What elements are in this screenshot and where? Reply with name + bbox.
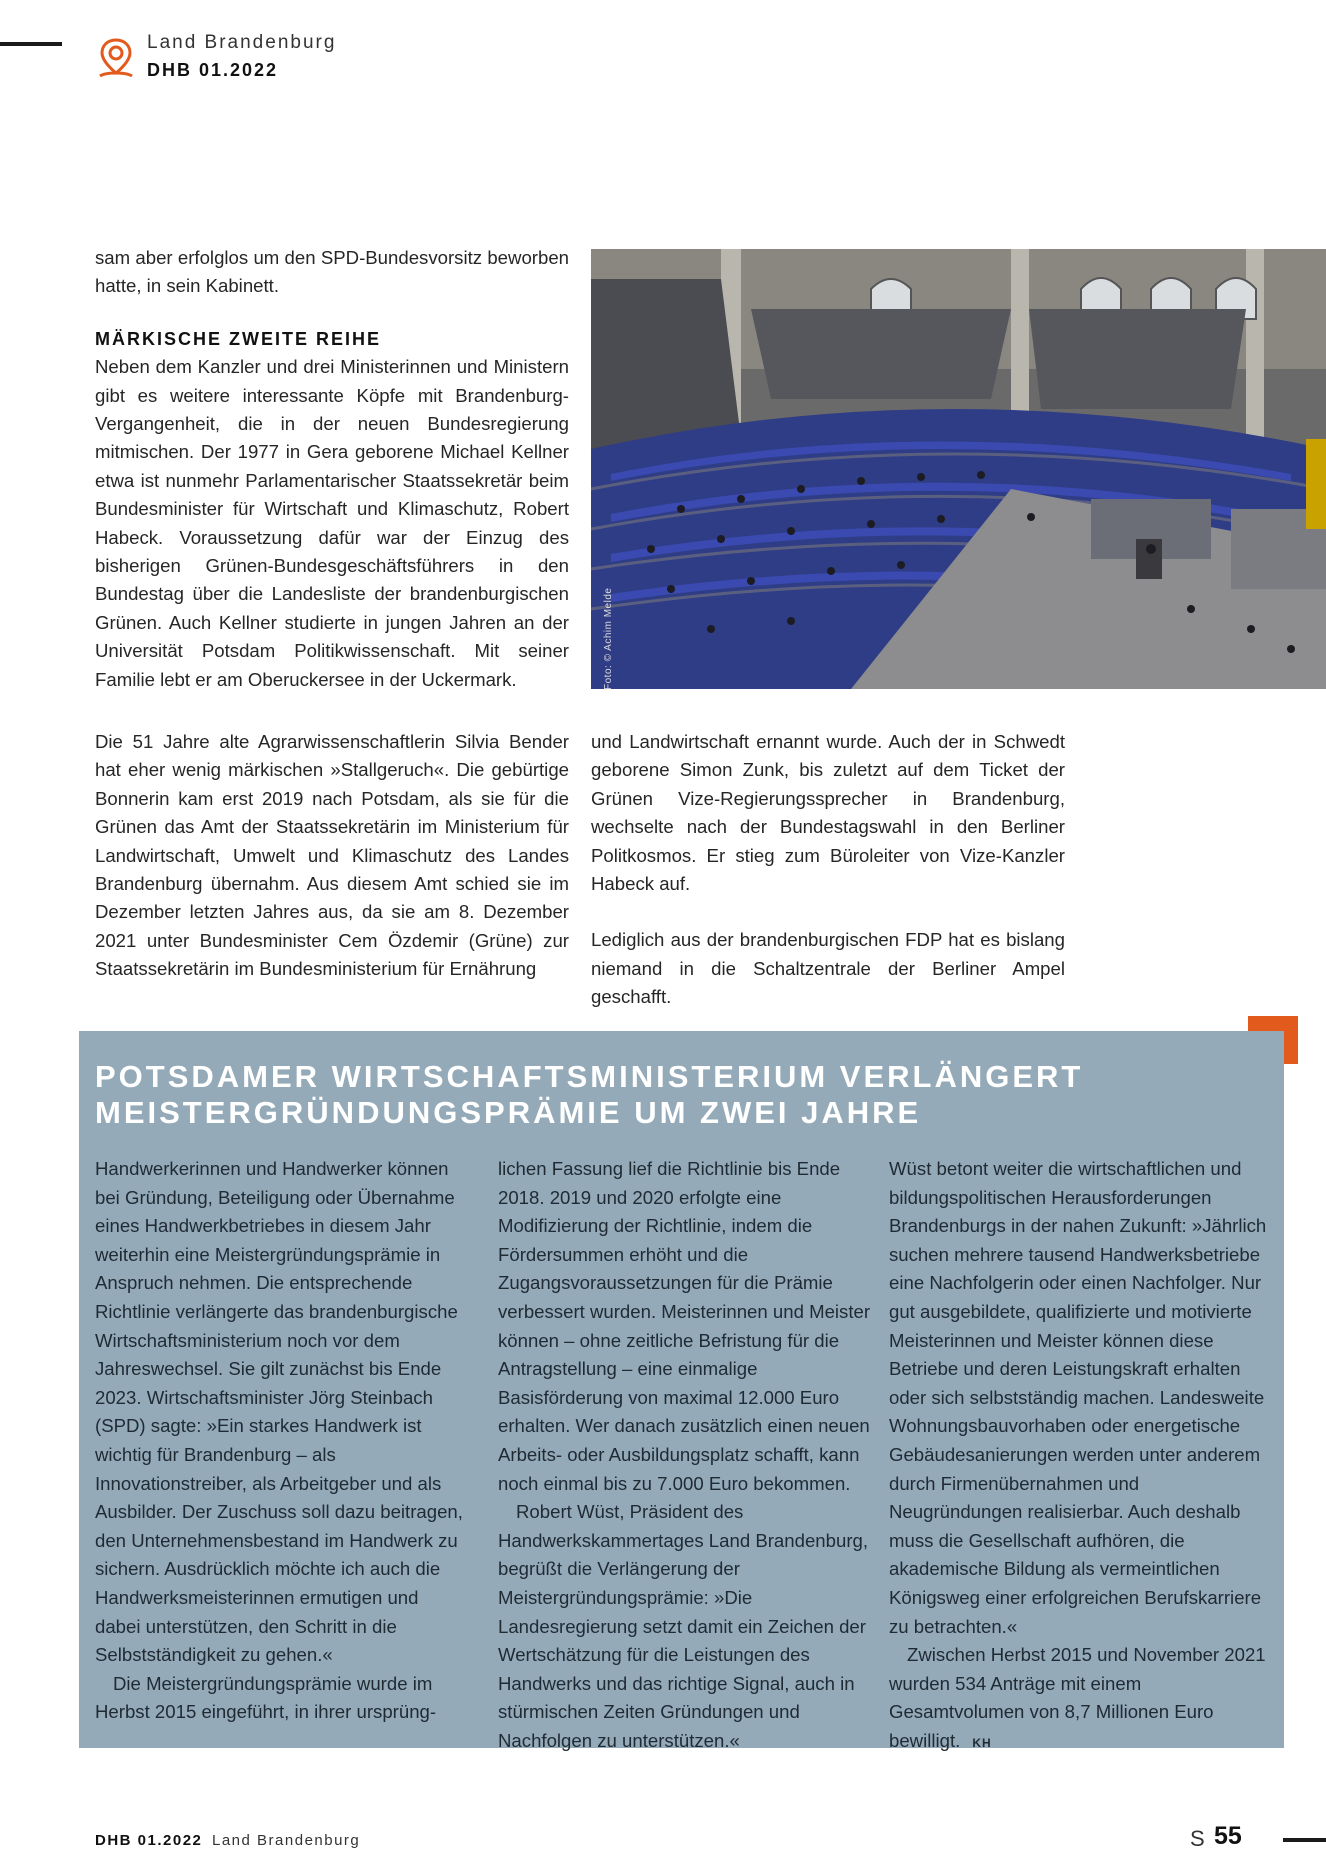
- article-paragraph: Lediglich aus der brandenburgischen FDP hat es bislang niemand in die Schaltzentrale der Berliner Ampel geschafft.: [591, 929, 1065, 1008]
- header-issue: DHB 01.2022: [147, 60, 279, 80]
- info-box-title: [95, 1059, 1245, 1131]
- info-box-column-3: [889, 1155, 1269, 1757]
- article-subheading: MÄRKISCHE ZWEITE REIHE: [95, 328, 382, 349]
- info-box-paragraph: Robert Wüst, Präsident des Handwerkskammertages Land Brandenburg, begrüßt die Verlängerung der Meistergründungsprämie: »Die Landesregierung setzt damit ein Zeichen der Wertschätzung für die Leistungen des Handwerks und das richtige Signal, auch in stürmischen Zeiten Gründungen und Nachfolgen zu unterstützen.«: [498, 1501, 869, 1751]
- info-box-title-line: POTSDAMER WIRTSCHAFTSMINISTERIUM VERLÄNGERT: [95, 1059, 1084, 1094]
- info-box-closing-text: Zwischen Herbst 2015 und November 2021 wurden 534 Anträge mit einem Gesamtvolumen von 8,7 Millionen Euro bewilligt.: [889, 1644, 1266, 1751]
- article-column-left-lower: [95, 728, 569, 984]
- article-paragraph: und Landwirtschaft ernannt wurde. Auch der in Schwedt geborene Simon Zunk, bis zuletzt auf dem Ticket der Grünen Vize-Regierungssprecher in Brandenburg, wechselte nach der Bundestagswahl in den Berliner Politkosmos. Er stieg zum Büroleiter von Vize-Kanzler Habeck auf.: [591, 731, 1065, 895]
- info-box-paragraph: lichen Fassung lief die Richtlinie bis Ende 2018. 2019 und 2020 erfolgte eine Modifizierung der Richtlinie, indem die Fördersummen erhöht und die Zugangsvoraussetzungen für die Prämie verbessert wurden. Meisterinnen und Meister können – ohne zeitliche Befristung für die Antragstellung – eine einmalige Basisförderung von maximal 12.000 Euro erhalten. Wer danach zusätzlich einen neuen Arbeits- oder Ausbildungsplatz schafft, kann noch einmal bis zu 7.000 Euro bekommen.: [498, 1158, 871, 1494]
- info-box-paragraph: [889, 1641, 1269, 1757]
- page-prefix: S: [1190, 1826, 1205, 1851]
- article-paragraph: Neben dem Kanzler und drei Ministerinnen und Ministern gibt es weitere interessante Köpfe mit Brandenburg-Vergangenheit, die in der neuen Bundesregierung mitmischen. Der 1977 in Gera geborene Michael Kellner etwa ist nunmehr Parlamentarischer Staatssekretär beim Bundesminister für Wirtschaft und Klimaschutz, Robert Habeck. Voraussetzung dafür war der Einzug des bisherigen Grünen-Bundesgeschäftsführers in den Bundestag über die Landesliste der brandenburgischen Grünen. Auch Kellner studierte in jungen Jahren an der Universität Potsdam Politikwissenschaft. Mit seiner Familie lebt er am Oberuckersee in der Uckermark.: [95, 356, 569, 690]
- info-box-paragraph: Die Meistergründungsprämie wurde im Herbst 2015 eingeführt, in ihrer ursprüng-: [95, 1672, 437, 1723]
- info-box-column-1: [95, 1155, 465, 1727]
- photo-credit: Foto: © Achim Melde: [603, 587, 614, 690]
- page-number: 55: [1214, 1822, 1242, 1850]
- info-box-paragraph: Handwerkerinnen und Handwerker können bei Gründung, Beteiligung oder Übernahme eines Handwerkbetriebes in diesem Jahr weiterhin eine Meistergründungsprämie in Anspruch nehmen. Die entsprechende Richtlinie verlängerte das brandenburgische Wirtschaftsministerium noch vor dem Jahreswechsel. Sie gilt zunächst bis Ende 2023. Wirtschaftsminister Jörg Steinbach (SPD) sagte: »Ein starkes Handwerk ist wichtig für Brandenburg – als Innovationstreiber, als Arbeitgeber und als Ausbilder. Der Zuschuss soll dazu beitragen, den Unternehmensbestand im Handwerk zu sichern. Ausdrücklich möchte ich auch die Handwerksmeisterinnen ermutigen und dabei unterstützen, den Schritt in die Selbstständigkeit zu gehen.«: [95, 1158, 463, 1666]
- footer-issue: DHB 01.2022: [95, 1832, 203, 1849]
- footer-rule: [1283, 1838, 1326, 1842]
- bundestag-photo: [591, 249, 1326, 689]
- author-signature: KH: [972, 1735, 992, 1750]
- article-column-left-upper: [95, 244, 569, 694]
- footer-region: Land Brandenburg: [212, 1832, 361, 1849]
- info-box-title-line: MEISTERGRÜNDUNGSPRÄMIE UM ZWEI JAHRE: [95, 1095, 922, 1130]
- header-region: Land Brandenburg: [147, 32, 337, 53]
- article-column-right-lower: [591, 728, 1065, 1012]
- info-box-column-2: [498, 1155, 873, 1755]
- article-intro: sam aber erfolglos um den SPD-Bundesvorsitz beworben hatte, in sein Kabinett.: [95, 247, 569, 297]
- info-box-paragraph: Wüst betont weiter die wirtschaftlichen und bildungspolitischen Herausforderungen Brandenburgs in der nahen Zukunft: »Jährlich suchen mehrere tausend Handwerksbetriebe eine Nachfolgerin oder einen Nachfolger. Nur gut ausgebildete, qualifizierte und motivierte Meisterinnen und Meister können diese Betriebe und deren Leistungskraft erhalten oder sich selbstständig machen. Landesweite Wohnungsbauvorhaben oder energetische Gebäudesanierungen werden unter anderem durch Firmenübernahmen und Neugründungen realisierbar. Auch deshalb muss die Gesellschaft aufhören, die akademische Bildung als vermeintlichen Königsweg einer erfolgreichen Berufskarriere zu betrachten.«: [889, 1158, 1267, 1637]
- article-paragraph: Die 51 Jahre alte Agrarwissenschaftlerin Silvia Bender hat eher wenig märkischen »Stallgeruch«. Die gebürtige Bonnerin kam erst 2019 nach Potsdam, als sie für die Grünen das Amt der Staatssekretärin im Ministerium für Landwirtschaft, Umwelt und Klimaschutz des Landes Brandenburg übernahm. Aus diesem Amt schied sie im Dezember letzten Jahres aus, da sie am 8. Dezember 2021 unter Bundesminister Cem Özdemir (Grüne) zur Staatssekretärin im Bundesministerium für Ernährung: [95, 731, 569, 980]
- map-pin-icon: [96, 36, 136, 80]
- header-rule: [0, 42, 62, 46]
